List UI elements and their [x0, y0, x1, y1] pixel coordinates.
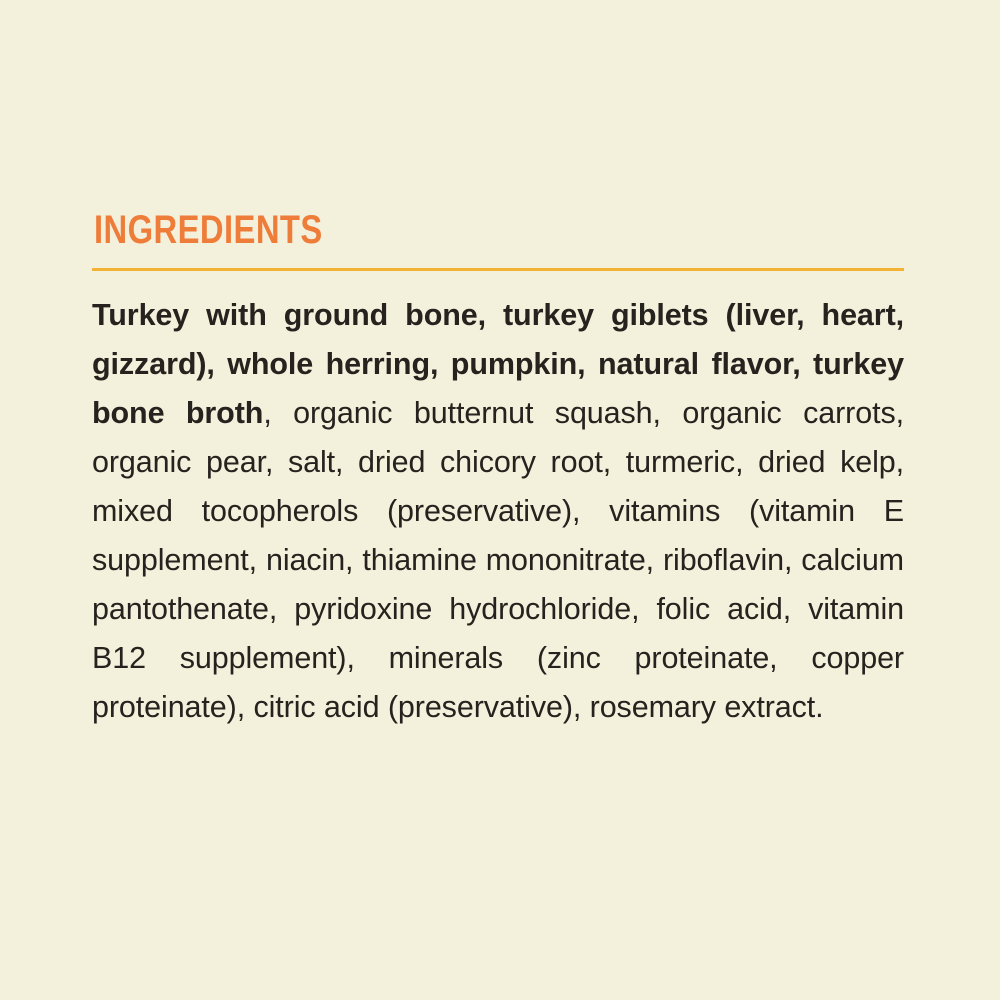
page-title: INGREDIENTS: [94, 208, 323, 252]
ingredients-panel: [92, 210, 904, 732]
ingredients-text: [92, 291, 904, 732]
title-divider: [92, 268, 904, 271]
ingredients-primary: Turkey with ground bone, turkey giblets (liver, heart, gizzard), whole herring, pumpkin, natural flavor, turkey bone broth: [92, 298, 904, 430]
ingredients-secondary: , organic butternut squash, organic carrots, organic pear, salt, dried chicory root, turmeric, dried kelp, mixed tocopherols (preservative), vitamins (vitamin E supplement, niacin, thiamine mononitrate, riboflavin, calcium pantothenate, pyridoxine hydrochloride, folic acid, vitamin B12 supplement), minerals (zinc proteinate, copper proteinate), citric acid (preservative), rosemary extract.: [92, 396, 904, 724]
